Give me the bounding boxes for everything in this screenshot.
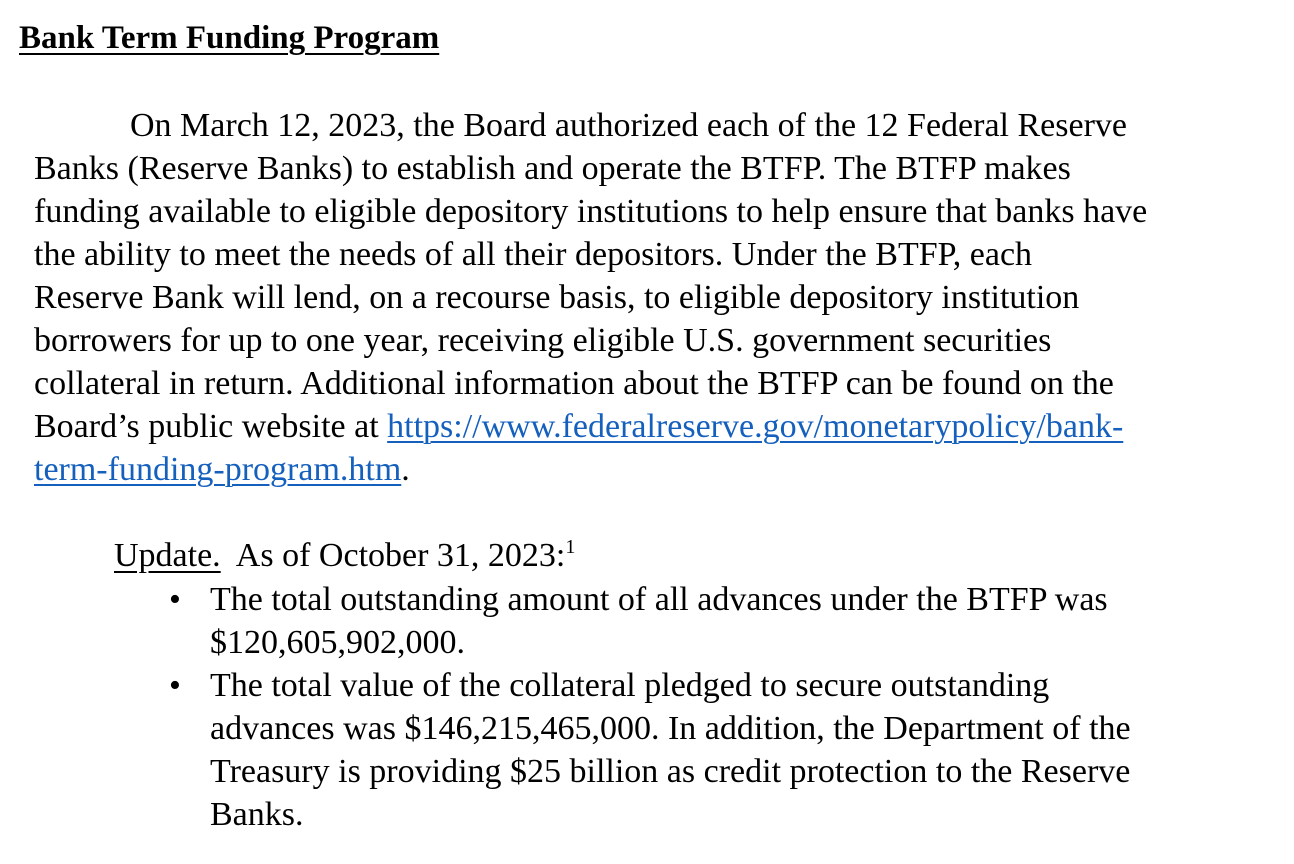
- bullet-line: Treasury is providing $25 billion as credit protection to the Reserve: [210, 753, 1131, 790]
- body-paragraph: [34, 104, 1284, 491]
- bullet-line: advances was $146,215,465,000. In addition, the Department of the: [210, 710, 1131, 747]
- bullet-icon: •: [169, 581, 181, 618]
- paragraph-line: funding available to eligible depository institutions to help ensure that banks have: [34, 193, 1148, 230]
- link-suffix: .: [401, 451, 410, 488]
- btfp-website-link-continued[interactable]: term-funding-program.htm: [34, 451, 402, 488]
- update-label: Update.: [114, 537, 221, 574]
- bullet-line: Banks.: [210, 796, 304, 833]
- bullet-line: The total outstanding amount of all advances under the BTFP was: [210, 581, 1108, 618]
- bullet-line: $120,605,902,000.: [210, 624, 465, 661]
- paragraph-line: Reserve Bank will lend, on a recourse basis, to eligible depository institution: [34, 279, 1080, 316]
- bullet-icon: •: [169, 667, 181, 704]
- paragraph-line: On March 12, 2023, the Board authorized each of the 12 Federal Reserve: [130, 107, 1127, 144]
- paragraph-line-with-link: [34, 405, 1284, 448]
- update-text: As of October 31, 2023:: [220, 537, 566, 574]
- bullet-list: [0, 578, 1294, 836]
- link-prefix: Board’s public website at: [34, 408, 388, 445]
- footnote-marker: 1: [565, 536, 576, 558]
- paragraph-line-with-link: [34, 448, 1284, 491]
- paragraph-line: collateral in return. Additional information about the BTFP can be found on the: [34, 365, 1114, 402]
- bullet-line: The total value of the collateral pledged to secure outstanding: [210, 667, 1050, 704]
- section-heading: Bank Term Funding Program: [19, 20, 440, 56]
- paragraph-line: the ability to meet the needs of all their depositors. Under the BTFP, each: [34, 236, 1033, 273]
- paragraph-line: borrowers for up to one year, receiving eligible U.S. government securities: [34, 322, 1052, 359]
- bullet-item: [0, 664, 1294, 836]
- btfp-website-link[interactable]: https://www.federalreserve.gov/monetarypolicy/bank-: [387, 408, 1124, 445]
- paragraph-line: Banks (Reserve Banks) to establish and operate the BTFP. The BTFP makes: [34, 150, 1071, 187]
- update-line: [114, 534, 575, 577]
- bullet-item: [0, 578, 1294, 664]
